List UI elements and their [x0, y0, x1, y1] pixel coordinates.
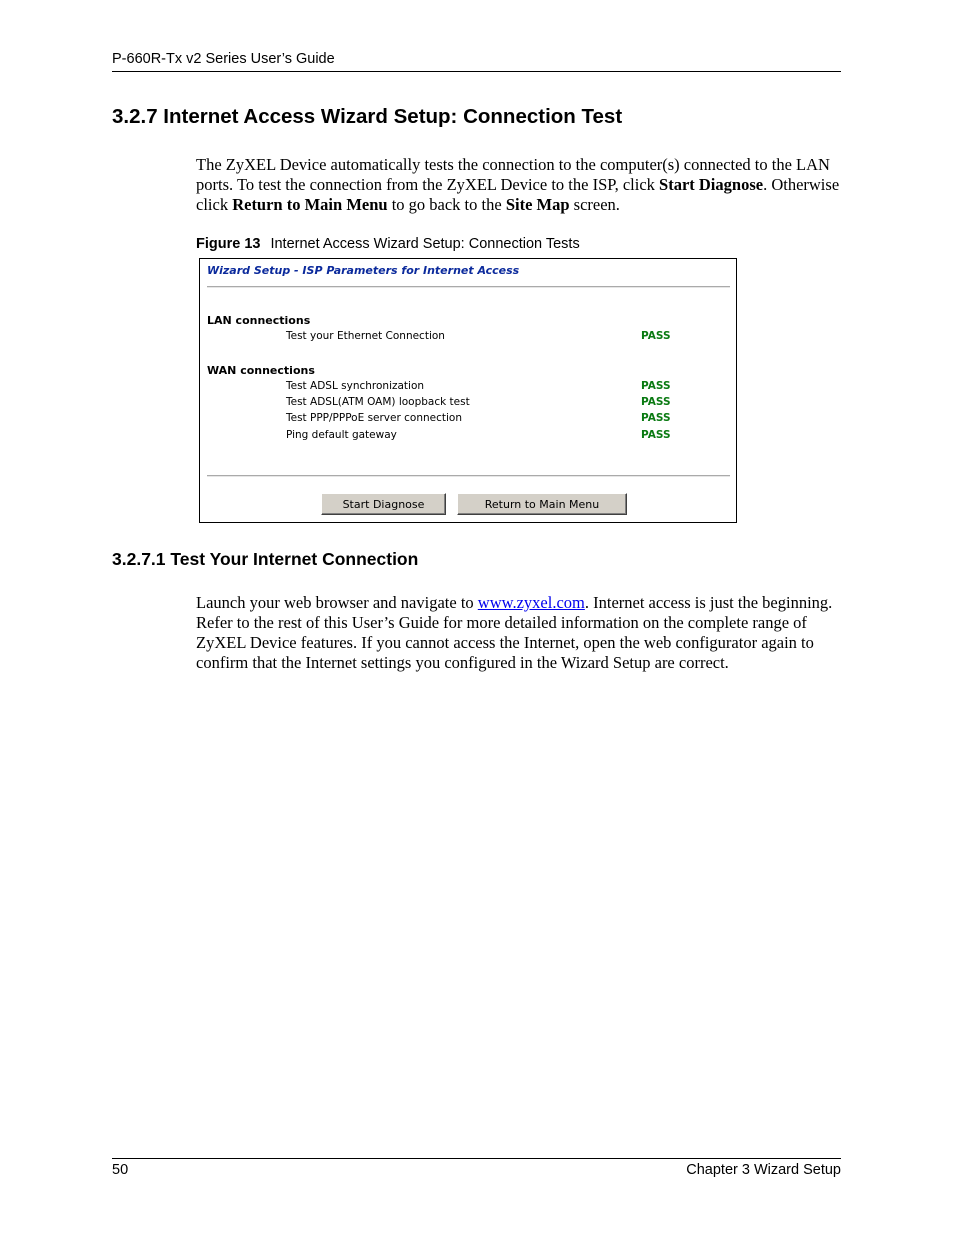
wan-test-label: Test ADSL(ATM OAM) loopback test	[286, 396, 470, 408]
footer-rule	[112, 1158, 841, 1159]
start-diagnose-button[interactable]: Start Diagnose	[321, 493, 446, 515]
intro-text-3: to go back to the	[387, 195, 506, 214]
internet-text-2: . Internet access is just the beginning. Refer to the rest of this User’s Guide for more detailed information on the complete range of ZyXEL Device features. If you cannot access the Internet, open the web configurator again to confirm that the Internet settings you configured in the Wizard Setup are correct.	[196, 593, 833, 672]
intro-bold-return: Return to Main Menu	[232, 195, 388, 214]
zyxel-link[interactable]: www.zyxel.com	[477, 593, 585, 612]
lan-test-result: PASS	[641, 330, 671, 342]
intro-paragraph	[196, 155, 846, 215]
wan-test-result: PASS	[641, 412, 671, 424]
intro-text-1: The ZyXEL Device automatically tests the connection to the computer(s) connected to the LAN ports. To test the connection from the ZyXEL Device to the ISP, click	[196, 155, 830, 194]
title-divider	[207, 286, 730, 288]
button-divider	[207, 475, 730, 477]
running-header: P-660R-Tx v2 Series User’s Guide	[112, 51, 335, 67]
figure-caption-text: Internet Access Wizard Setup: Connection Tests	[270, 236, 580, 252]
wan-test-label: Test PPP/PPPoE server connection	[286, 412, 462, 424]
wizard-screenshot-panel	[199, 258, 737, 523]
internet-test-paragraph	[196, 593, 846, 673]
subsection-heading: 3.2.7.1 Test Your Internet Connection	[112, 549, 419, 569]
header-rule	[112, 71, 841, 72]
page-number: 50	[112, 1162, 129, 1178]
intro-bold-site-map: Site Map	[505, 195, 570, 214]
return-to-main-menu-button[interactable]: Return to Main Menu	[457, 493, 627, 515]
section-heading: 3.2.7 Internet Access Wizard Setup: Connection Test	[112, 105, 623, 128]
wan-test-result: PASS	[641, 429, 671, 441]
wan-test-label: Ping default gateway	[286, 429, 397, 441]
wan-heading: WAN connections	[207, 364, 315, 377]
lan-heading: LAN connections	[207, 314, 311, 327]
figure-caption	[196, 236, 580, 252]
wan-test-result: PASS	[641, 396, 671, 408]
chapter-label: Chapter 3 Wizard Setup	[686, 1162, 841, 1178]
intro-text-4: screen.	[569, 195, 620, 214]
figure-label: Figure 13	[196, 236, 261, 252]
wan-test-label: Test ADSL synchronization	[286, 380, 425, 392]
intro-text-2: . Otherwise click	[196, 175, 840, 214]
wan-test-result: PASS	[641, 380, 671, 392]
intro-bold-start-diagnose: Start Diagnose	[659, 175, 764, 194]
lan-test-label: Test your Ethernet Connection	[286, 330, 445, 342]
internet-text-1: Launch your web browser and navigate to	[196, 593, 478, 612]
wizard-title: Wizard Setup - ISP Parameters for Internet Access	[207, 264, 520, 277]
